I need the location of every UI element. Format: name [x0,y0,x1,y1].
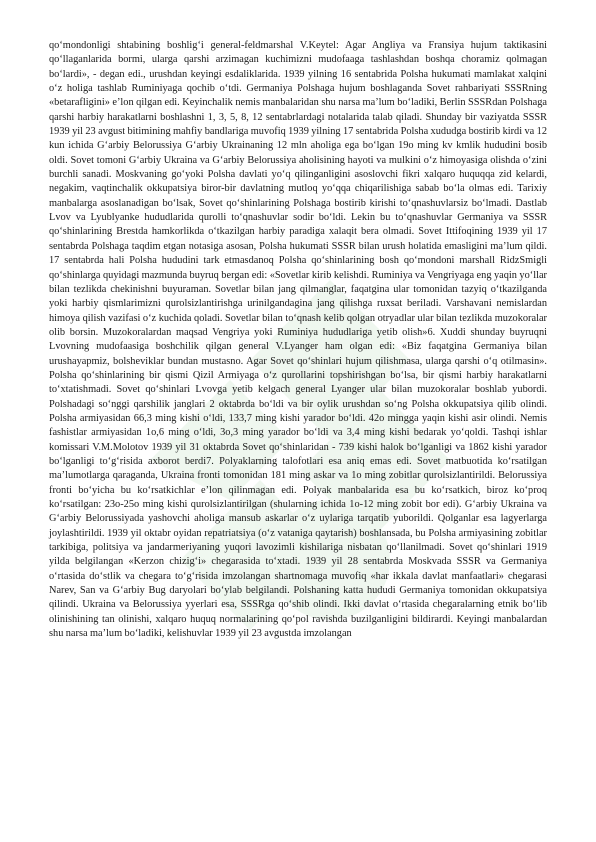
body-paragraph: qo‘mondonligi shtabining boshlig‘i general-feldmarshal V.Keytel: Agar Angliya va Fransiya hujum taktikasini qo‘llaganlarida bormi, ularga qarshi arzimagan kuchimizni mudofaaga tashlashdan boshqa choramiz qolmagan bo‘lardi», - degan edi., urushdan keyingi esdaliklarida. 1939 yilning 16 sentabrida Polsha hukumati mamlakat xalqini o‘z holiga tashlab Ruminiyaga qochib o‘tdi. Germaniya Polshaga hujum boshlaganda Sovet rahbariyati SSSRning «betarafligini» e’lon qilgan edi. Keyinchalik nemis manbalaridan shu narsa ma’lum bo‘ladiki, Berlin SSSRdan Polshaga qarshi harbiy harakatlarni boshlashni 1, 3, 5, 8, 12 sentabrlardagi notalarida talab qiladi. Shunday bir vaziyatda SSSR 1939 yil 23 avgust bitimining mahfiy bandlariga muvofiq 1939 yilning 17 sentabrida Polsha xududga bostirib kirdi va 12 kun ichida G‘arbiy Belorussiya G‘arbiy Ukrainaning 12 mln aholiga ega bo‘lgan 19o ming kv kmlik hududini bosib oldi. Sovet tomoni G‘arbiy Ukraina va G‘arbiy Belorussiya aholisining hayoti va mulkini o‘z himoyasiga olishda o‘zini burchli sanadi. Moskvaning go‘yoki Polsha davlati yo‘q qilinganligini asoslovchi fikri xalqaro huquqqa zid kelardi, negakim, vaqtinchalik okkupatsiya biror-bir davlatning mutloq yo‘qqa chiqarilishiga sabab bo‘la olmas edi. Tarixiy manbalarga asoslanadigan bo‘lsak, Sovet qo‘shinlarining Polshaga bostirib kirishi to‘qnashuvlarsiz bo‘lmadi. Dastlab Lvov va Lyublyanke hududlarida qurolli to‘qnashuvlar sodir bo‘ldi. Lekin bu to‘qnashuvlar Germaniya va SSSR qo‘shinlarining Brestda hamkorlikda o‘tkazilgan harbiy paradiga xalaqit bera olmadi. Sovet Ittifoqining 1939 yil 17 sentabrda Polshaga taqdim etgan notasiga asosan, Polsha hukumati SSSR bilan urush holatida emasligini ma’lum qildi. 17 sentabrda hali Polsha hududini tark etmasdanoq Polsha qo‘shinlarining bosh qo‘mondoni marshall RidzSmigli qo‘shinlarga quyidagi mazmunda buyruq bergan edi: «Sovetlar kirib kelishdi. Ruminiya va Vengriyaga eng yaqin yo‘llar bilan tezlikda chekinishni buyuraman. Sovetlar bilan jang qilmanglar, faqatgina ular tomonidan tazyiq o‘tkazilganda yoki harbiy qismlarimizni qurolsizlantirishga urinilgandagina jang qilishga ruxsat beriladi. Varshavani nemislardan himoya qilish vazifasi o‘z kuchida qoladi. Sovetlar bilan to‘qnash kelib qolgan otryadlar ular bilan tezlikda muzokoralar olib borsin. Muzokoralardan maqsad Vengriya yoki Ruminiya hududlariga yetib olish»6. Xuddi shunday buyruqni Lvovning mudofaasiga boshchilik qilgan general V.Lyanger ham olgan edi: «Biz faqatgina Germaniya bilan urushayapmiz, bolsheviklar bundan mustasno. Agar Sovet qo‘shinlari hujum qilishmasa, ularga qarshi o‘q otilmasin». Polsha qo‘shinlarining bir qismi Qizil Armiyaga o‘z qurollarini topshirishgan bo‘lsa, bir qismi harbiy harakatlarni to‘xtatishmadi. Sovet qo‘shinlari Lvovga yetib kelgach general Lyanger ular bilan muzokoralar boshlab yubordi. Polshadagi so‘nggi qarshilik janglari 2 oktabrda bo‘ldi va bir oylik urushdan so‘ng Polsha okkupatsiya qilib olindi. Polsha armiyasidan 66,3 ming kishi o‘ldi, 133,7 ming kishi yarador bo‘ldi. 42o mingga yaqin kishi asir olindi. Nemis fashistlar armiyasidan 1o,6 ming o‘ldi, 3o,3 ming yarador bo‘ldi va 3,4 ming kishi bedarak yo‘qoldi. Tashqi ishlar komissari V.M.Molotov 1939 yil 31 oktabrda Sovet qo‘shinlaridan - 739 kishi halok bo‘lganligi va 1862 kishi yarador bo‘lganligi to‘g‘risida axborot berdi7. Polyaklarning talofotlari esa aniq emas edi. Sovet matbuotida ko‘rsatilgan ma’lumotlarga qaraganda, Ukraina fronti tomonidan 181 ming askar va 1o ming zobitlar qurolsizlantirildi. Belorussiya fronti bo‘yicha bu ko‘rsatkichlar e’lon qilinmagan edi. Polyak manbalarida esa bu ko‘rsatkich, biroz ko‘proq ko‘rsatilgan: 23o-25o ming kishi qurolsizlantirilgan (shularning ichida 1o-12 ming zobit bor edi). G‘arbiy Ukraina va G‘arbiy Belorussiyada yashovchi aholiga mansub askarlar o‘z uylariga tarqatib yuborildi. Qolganlar esa lagyerlarga joylashtirildi. 1939 yil oktabr oyidan repatriatsiya (o‘z vataniga qaytarish) boshlansada, bu Polsha armiyasining zobitlar tarkibiga, politsiya va jandarmeriyaning yuqori lavozimli kishilariga nisbatan qo‘llanilmadi. Sovet qo‘shinlari 1919 yilda belgilangan «Kerzon chizig‘i» chegarasida to‘xtadi. 1939 yil 28 sentabrda Moskvada SSSR va Germaniya o‘rtasida do‘stlik va chegara to‘g‘risida imzolangan shartnomaga muvofiq «har ikkala davlat manfaatlari» chegarasi Narev, San va G‘arbiy Bug daryolari bo‘ylab belgilandi. Polshaning katta hududi Germaniya tomonidan okkupatsiya qilindi. Ukraina va Belorussiya yyerlari esa, SSSRga qo‘shib olindi. Ikki davlat o‘rtasida chegaralarning etnik bo‘lib olinishining tan olinishi, xalqaro huquq normalarining qo‘pol ravishda buzilganligini bildirardi. Keyingi manbalardan shu narsa ma’lum bo‘ladiki, kelishuvlar 1939 yil 23 avgustda imzolangan [49,40,547,640]
